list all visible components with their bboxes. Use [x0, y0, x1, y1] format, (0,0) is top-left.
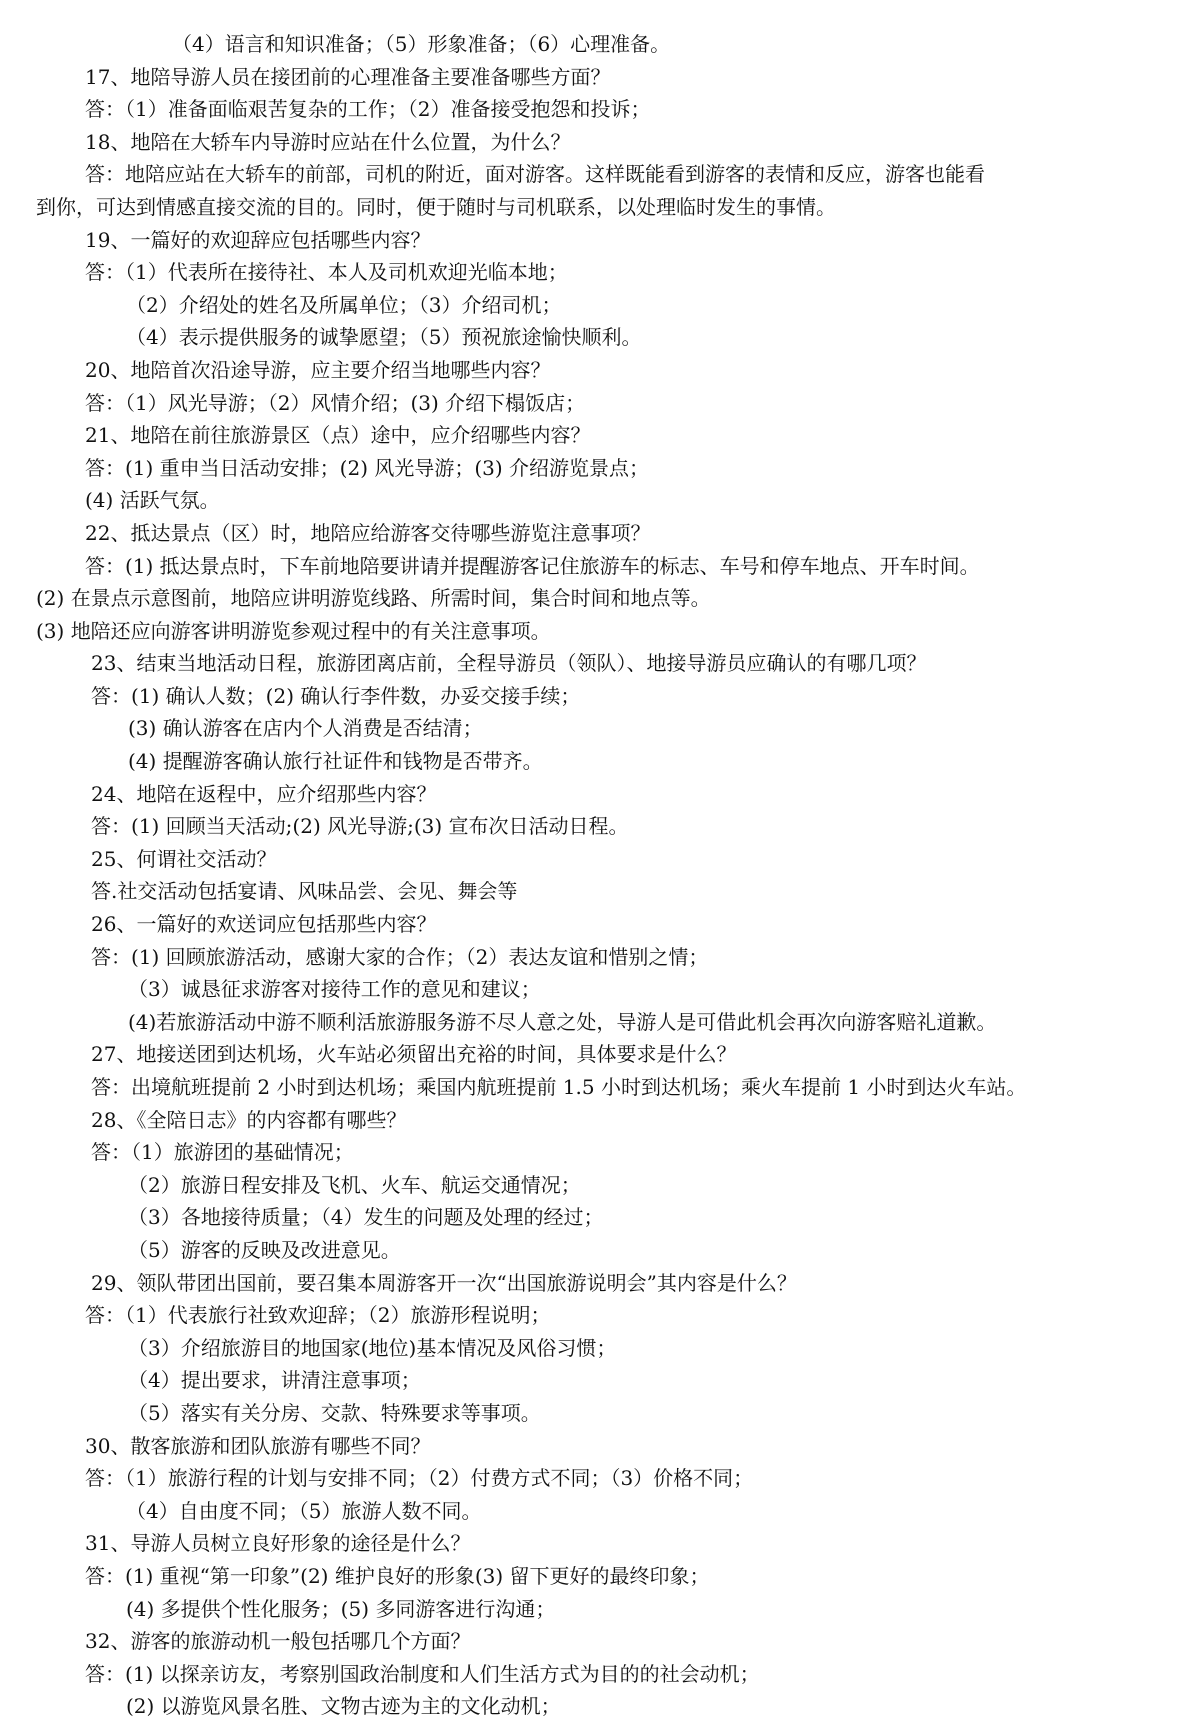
- answer-line: (4) 提醒游客确认旅行社证件和钱物是否带齐。: [128, 749, 543, 774]
- answer-line: 答：(1) 回顾当天活动;(2) 风光导游;(3) 宣布次日活动日程。: [91, 814, 629, 839]
- answer-line: （3）诚恳征求游客对接待工作的意见和建议；: [128, 977, 541, 1002]
- question-line: 17、地陪导游人员在接团前的心理准备主要准备哪些方面？: [85, 64, 611, 89]
- question-line: 23、结束当地活动日程，旅游团离店前，全程导游员（领队）、地接导游员应确认的有哪几项？: [91, 651, 927, 676]
- question-line: 27、地接送团到达机场，火车站必须留出充裕的时间，具体要求是什么？: [91, 1042, 737, 1067]
- question-line: 18、地陪在大轿车内导游时应站在什么位置，为什么？: [85, 129, 571, 154]
- question-line: 29、领队带团出国前，要召集本周游客开一次“出国旅游说明会”其内容是什么？: [91, 1270, 797, 1295]
- answer-line: （4）语言和知识准备；（5）形象准备；（6）心理准备。: [172, 32, 671, 56]
- answer-line: 答.社交活动包括宴请、风味品尝、会见、舞会等: [91, 879, 518, 904]
- question-line: 22、抵达景点（区）时，地陪应给游客交待哪些游览注意事项？: [85, 520, 651, 545]
- question-line: 19、一篇好的欢迎辞应包括哪些内容？: [85, 227, 431, 252]
- answer-line: (3) 地陪还应向游客讲明游览参观过程中的有关注意事项。: [36, 618, 551, 643]
- answer-line: 答：（1）代表旅行社致欢迎辞；（2）旅游形程说明；: [85, 1303, 551, 1328]
- answer-line: （5）落实有关分房、交款、特殊要求等事项。: [128, 1400, 541, 1425]
- answer-line: （2）旅游日程安排及飞机、火车、航运交通情况；: [128, 1172, 581, 1197]
- question-line: 25、何谓社交活动？: [91, 846, 277, 871]
- question-line: 30、散客旅游和团队旅游有哪些不同？: [85, 1433, 431, 1458]
- answer-line: (4) 多提供个性化服务；(5) 多同游客进行沟通；: [126, 1596, 556, 1621]
- question-line: 20、地陪首次沿途导游，应主要介绍当地哪些内容？: [85, 357, 551, 382]
- answer-line: 答：(1) 重视“第一印象”(2) 维护良好的形象(3) 留下更好的最终印象；: [85, 1563, 710, 1588]
- answer-line: 答：（1）风光导游；（2）风情介绍；(3) 介绍下榻饭店；: [85, 390, 586, 415]
- answer-line: （2）介绍处的姓名及所属单位；（3）介绍司机；: [126, 292, 562, 317]
- answer-line: 答：(1) 确认人数；(2) 确认行李件数，办妥交接手续；: [91, 683, 581, 708]
- question-line: 32、游客的旅游动机一般包括哪几个方面？: [85, 1629, 471, 1654]
- answer-line: 答：地陪应站在大轿车的前部，司机的附近，面对游客。这样既能看到游客的表情和反应，游客也能看: [85, 162, 985, 187]
- answer-line: 答：（1）准备面临艰苦复杂的工作；（2）准备接受抱怨和投诉；: [85, 97, 651, 122]
- answer-line: 答：(1) 抵达景点时，下车前地陪要讲请并提醒游客记住旅游车的标志、车号和停车地点、开车时间。: [85, 553, 980, 578]
- question-line: 31、导游人员树立良好形象的途径是什么？: [85, 1531, 471, 1556]
- answer-line: （4）表示提供服务的诚挚愿望；（5）预祝旅途愉快顺利。: [126, 325, 642, 350]
- answer-line: (2) 以游览风景名胜、文物古迹为主的文化动机；: [126, 1694, 561, 1719]
- answer-line: (4) 活跃气氛。: [85, 488, 220, 513]
- answer-line: 答：(1) 回顾旅游活动，感谢大家的合作；（2）表达友谊和惜别之情；: [91, 944, 709, 969]
- answer-line: 答：（1）代表所在接待社、本人及司机欢迎光临本地；: [85, 260, 568, 285]
- answer-line: （3）各地接待质量；（4）发生的问题及处理的经过；: [128, 1205, 604, 1230]
- answer-line: （3）介绍旅游目的地国家(地位)基本情况及风俗习惯；: [128, 1335, 617, 1360]
- answer-line: 答：（1）旅游行程的计划与安排不同；（2）付费方式不同；（3）价格不同；: [85, 1466, 754, 1491]
- question-line: 24、地陪在返程中，应介绍那些内容？: [91, 781, 437, 806]
- answer-line: (3) 确认游客在店内个人消费是否结清；: [128, 716, 483, 741]
- question-line: 26、一篇好的欢送词应包括那些内容？: [91, 912, 437, 937]
- answer-line: (4)若旅游活动中游不顺利活旅游服务游不尽人意之处，导游人是可借此机会再次向游客赔礼道歉。: [128, 1009, 997, 1034]
- question-line: 21、地陪在前往旅游景区（点）途中，应介绍哪些内容？: [85, 423, 591, 448]
- answer-line: (2) 在景点示意图前，地陪应讲明游览线路、所需时间，集合时间和地点等。: [36, 586, 711, 611]
- question-line: 28、《全陪日志》的内容都有哪些？: [91, 1107, 407, 1132]
- answer-line: 答：出境航班提前 2 小时到达机场；乘国内航班提前 1.5 小时到达机场；乘火车提前 1 小时到达火车站。: [91, 1075, 1027, 1099]
- answer-line: 答：(1) 重申当日活动安排；(2) 风光导游；(3) 介绍游览景点；: [85, 455, 650, 480]
- answer-line: （5）游客的反映及改进意见。: [128, 1237, 401, 1262]
- answer-line: （4）自由度不同；（5）旅游人数不同。: [126, 1498, 482, 1523]
- answer-line: （4）提出要求，讲清注意事项；: [128, 1368, 421, 1393]
- answer-line: 答：(1) 以探亲访友，考察别国政治制度和人们生活方式为目的的社会动机；: [85, 1661, 760, 1686]
- answer-line: 到你，可达到情感直接交流的目的。同时，便于随时与司机联系，以处理临时发生的事情。: [36, 194, 836, 219]
- answer-line: 答：（1）旅游团的基础情况；: [91, 1140, 354, 1165]
